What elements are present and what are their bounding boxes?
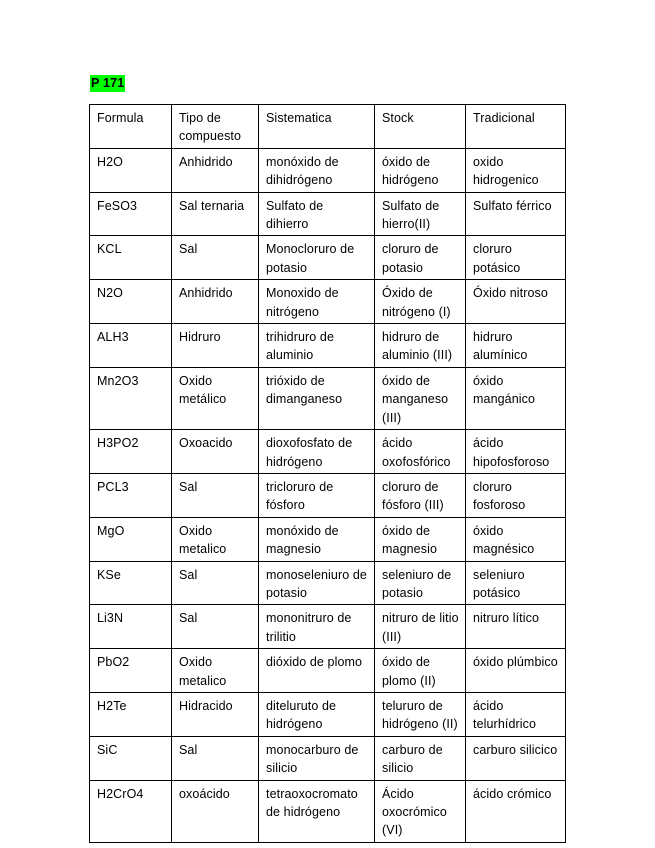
table-cell: Sal — [172, 236, 259, 280]
table-row — [90, 649, 566, 693]
table-cell: Anhidrido — [172, 280, 259, 324]
table-row — [90, 324, 566, 368]
table-cell: SiC — [90, 736, 172, 780]
table-cell: telururo de hidrógeno (II) — [375, 692, 466, 736]
table-row — [90, 236, 566, 280]
table-cell: H3PO2 — [90, 430, 172, 474]
table-cell: Sulfato de hierro(II) — [375, 192, 466, 236]
column-header: Tradicional — [466, 105, 566, 149]
table-cell: monocarburo de silicio — [259, 736, 375, 780]
table-row — [90, 780, 566, 842]
table-cell: Ácido oxocrómico (VI) — [375, 780, 466, 842]
table-cell: H2O — [90, 148, 172, 192]
table-cell: diteluruto de hidrógeno — [259, 692, 375, 736]
table-cell: ácido telurhídrico — [466, 692, 566, 736]
table-cell: KCL — [90, 236, 172, 280]
table-cell: Monoxido de nitrógeno — [259, 280, 375, 324]
table-cell: ALH3 — [90, 324, 172, 368]
table-cell: Mn2O3 — [90, 367, 172, 429]
table-row — [90, 192, 566, 236]
table-cell: hidruro de aluminio (III) — [375, 324, 466, 368]
table-cell: monoseleniuro de potasio — [259, 561, 375, 605]
table-cell: monóxido de magnesio — [259, 517, 375, 561]
table-cell: MgO — [90, 517, 172, 561]
column-header: Formula — [90, 105, 172, 149]
table-cell: Anhidrido — [172, 148, 259, 192]
table-cell: Li3N — [90, 605, 172, 649]
table-cell: Oxoacido — [172, 430, 259, 474]
table-cell: H2CrO4 — [90, 780, 172, 842]
table-cell: dioxofosfato de hidrógeno — [259, 430, 375, 474]
table-row — [90, 367, 566, 429]
table-cell: Oxido metalico — [172, 517, 259, 561]
table-cell: H2Te — [90, 692, 172, 736]
column-header: Sistematica — [259, 105, 375, 149]
table-cell: Sulfato de dihierro — [259, 192, 375, 236]
table-cell: Sal — [172, 561, 259, 605]
table-row — [90, 605, 566, 649]
table-cell: PbO2 — [90, 649, 172, 693]
column-header: Stock — [375, 105, 466, 149]
table-row — [90, 692, 566, 736]
table-cell: óxido de manganeso (III) — [375, 367, 466, 429]
table-cell: KSe — [90, 561, 172, 605]
table-cell: Hidruro — [172, 324, 259, 368]
table-cell: Óxido de nitrógeno (I) — [375, 280, 466, 324]
table-cell: ácido hipofosforoso — [466, 430, 566, 474]
table-row — [90, 280, 566, 324]
table-cell: oxoácido — [172, 780, 259, 842]
table-cell: N2O — [90, 280, 172, 324]
page-label: P 171 — [91, 76, 125, 90]
table-cell: Oxido metálico — [172, 367, 259, 429]
table-cell: seleniuro de potasio — [375, 561, 466, 605]
table-cell: carburo silicico — [466, 736, 566, 780]
table-cell: Sal ternaria — [172, 192, 259, 236]
table-row — [90, 561, 566, 605]
column-header: Tipo de compuesto — [172, 105, 259, 149]
table-cell: óxido de plomo (II) — [375, 649, 466, 693]
table-cell: cloruro potásico — [466, 236, 566, 280]
table-cell: monóxido de dihidrógeno — [259, 148, 375, 192]
table-row — [90, 517, 566, 561]
table-cell: cloruro de fósforo (III) — [375, 473, 466, 517]
table-cell: mononitruro de trilitio — [259, 605, 375, 649]
table-cell: oxido hidrogenico — [466, 148, 566, 192]
table-cell: dióxido de plomo — [259, 649, 375, 693]
table-cell: Óxido nitroso — [466, 280, 566, 324]
table-cell: trióxido de dimanganeso — [259, 367, 375, 429]
table-header-row — [90, 105, 566, 149]
table-cell: óxido de hidrógeno — [375, 148, 466, 192]
table-cell: Sal — [172, 473, 259, 517]
table-cell: trihidruro de aluminio — [259, 324, 375, 368]
table-cell: tricloruro de fósforo — [259, 473, 375, 517]
table-cell: óxido de magnesio — [375, 517, 466, 561]
table-cell: nitruro de litio (III) — [375, 605, 466, 649]
compounds-table — [89, 104, 566, 843]
table-cell: Monocloruro de potasio — [259, 236, 375, 280]
table-cell: cloruro fosforoso — [466, 473, 566, 517]
table-cell: PCL3 — [90, 473, 172, 517]
table-cell: FeSO3 — [90, 192, 172, 236]
table-cell: Sal — [172, 736, 259, 780]
table-row — [90, 430, 566, 474]
table-cell: Oxido metalico — [172, 649, 259, 693]
table-row — [90, 736, 566, 780]
table-cell: ácido oxofosfórico — [375, 430, 466, 474]
table-cell: tetraoxocromato de hidrógeno — [259, 780, 375, 842]
table-cell: cloruro de potasio — [375, 236, 466, 280]
table-cell: hidruro alumínico — [466, 324, 566, 368]
table-cell: óxido plúmbico — [466, 649, 566, 693]
table-cell: óxido mangánico — [466, 367, 566, 429]
table-cell: Sal — [172, 605, 259, 649]
table-cell: Sulfato férrico — [466, 192, 566, 236]
table-cell: nitruro lítico — [466, 605, 566, 649]
table-cell: carburo de silicio — [375, 736, 466, 780]
table-row — [90, 473, 566, 517]
table-cell: seleniuro potásico — [466, 561, 566, 605]
table-row — [90, 148, 566, 192]
table-cell: Hidracido — [172, 692, 259, 736]
table-cell: óxido magnésico — [466, 517, 566, 561]
table-cell: ácido crómico — [466, 780, 566, 842]
